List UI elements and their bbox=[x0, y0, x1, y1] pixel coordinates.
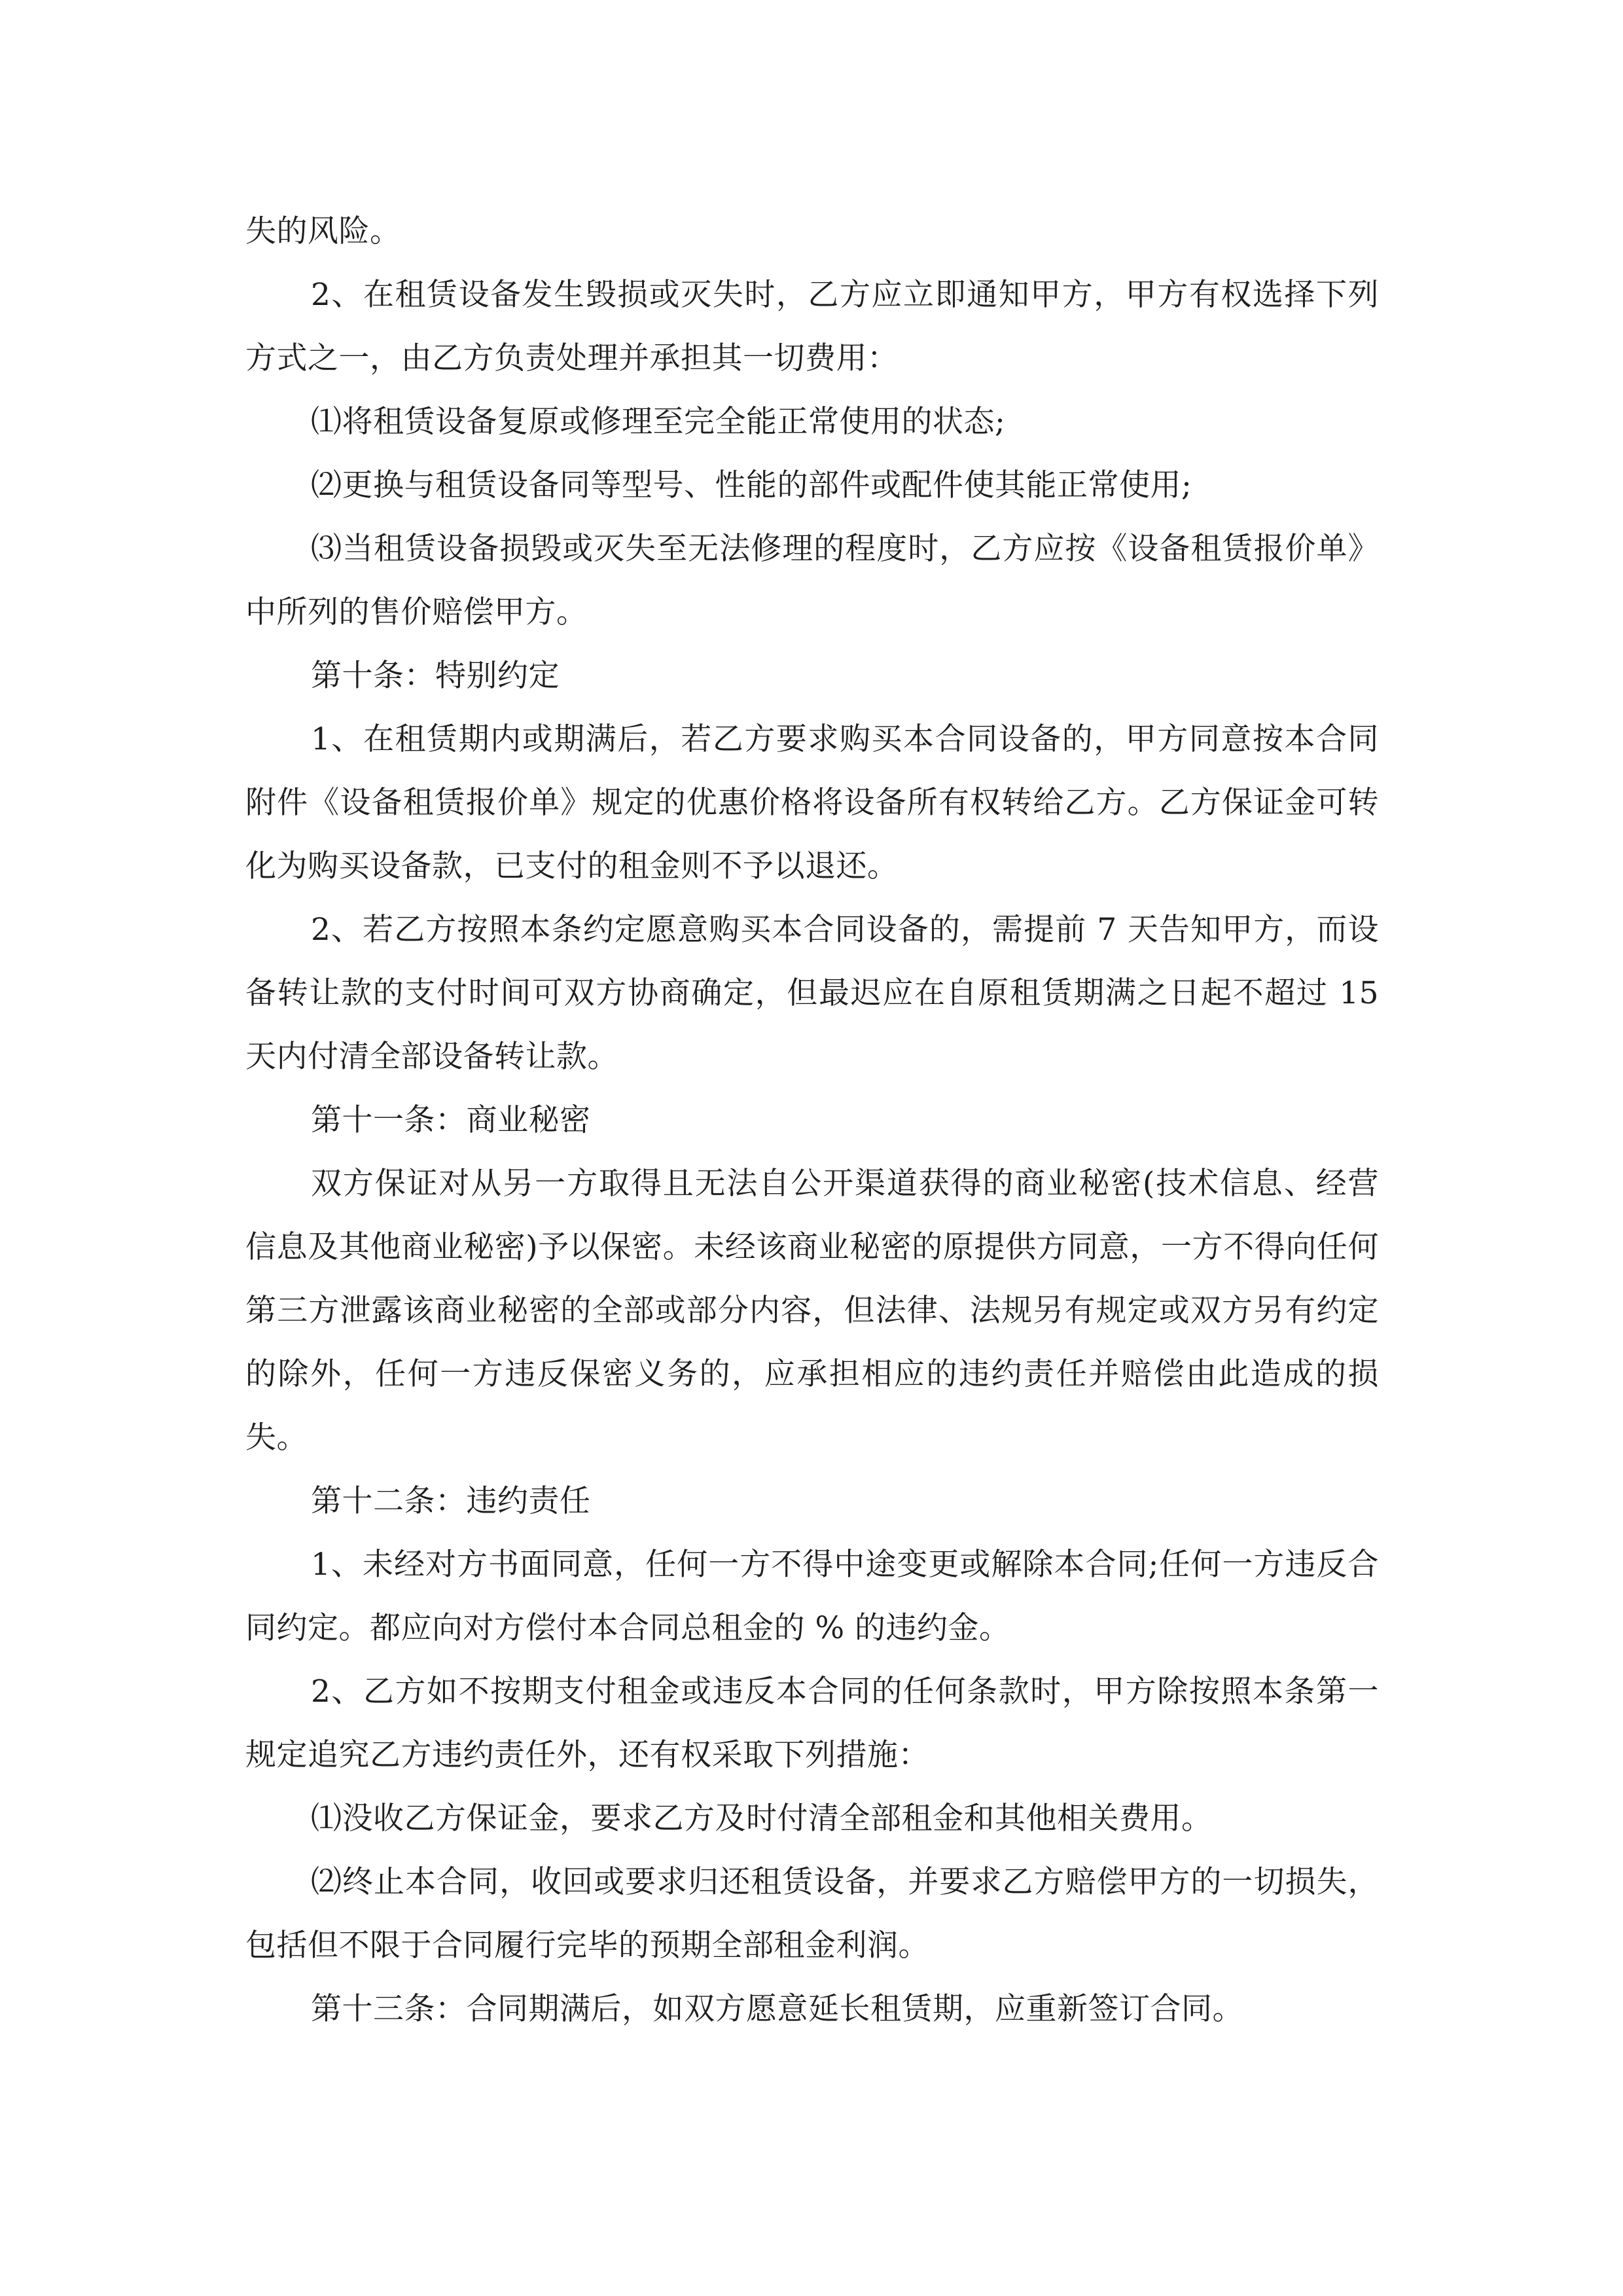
paragraph-article-10-clause-1: 1、在租赁期内或期满后，若乙方要求购买本合同设备的，甲方同意按本合同附件《设备租赁报价单》规定的优惠价格将设备所有权转给乙方。乙方保证金可转化为购买设备款，已支付的租金则不予以退还。 bbox=[245, 721, 1379, 884]
heading-article-12: 第十二条：违约责任 bbox=[311, 1483, 591, 1519]
paragraph-option-1: ⑴将租赁设备复原或修理至完全能正常使用的状态; bbox=[311, 404, 1006, 440]
paragraph-article-10-clause-2: 2、若乙方按照本条约定愿意购买本合同设备的，需提前 7 天告知甲方，而设备转让款的支付时间可双方协商确定，但最迟应在自原租赁期满之日起不超过 15 天内付清全部设备转让款。 bbox=[245, 912, 1379, 1075]
document-body bbox=[245, 200, 1379, 2041]
paragraph-article-12-clause-2: 2、乙方如不按期支付租金或违反本合同的任何条款时，甲方除按照本条第一规定追究乙方违约责任外，还有权采取下列措施： bbox=[245, 1674, 1379, 1773]
heading-article-10: 第十条：特别约定 bbox=[311, 658, 560, 694]
paragraph-option-2: ⑵更换与租赁设备同等型号、性能的部件或配件使其能正常使用; bbox=[311, 467, 1192, 503]
paragraph-option-3: ⑶当租赁设备损毁或灭失至无法修理的程度时，乙方应按《设备租赁报价单》中所列的售价赔偿甲方。 bbox=[245, 531, 1379, 630]
paragraph-damage-notice: 2、在租赁设备发生毁损或灭失时，乙方应立即通知甲方，甲方有权选择下列方式之一，由乙方负责处理并承担其一切费用： bbox=[245, 277, 1379, 376]
paragraph-measure-1: ⑴没收乙方保证金，要求乙方及时付清全部租金和其他相关费用。 bbox=[311, 1801, 1213, 1837]
paragraph-article-13: 第十三条：合同期满后，如双方愿意延长租赁期，应重新签订合同。 bbox=[311, 1991, 1243, 2027]
paragraph-article-12-clause-1: 1、未经对方书面同意，任何一方不得中途变更或解除本合同;任何一方违反合同约定。都应向对方偿付本合同总租金的 % 的违约金。 bbox=[245, 1547, 1379, 1646]
heading-article-11: 第十一条：商业秘密 bbox=[311, 1102, 591, 1138]
paragraph-article-11-body: 双方保证对从另一方取得且无法自公开渠道获得的商业秘密(技术信息、经营信息及其他商业秘密)予以保密。未经该商业秘密的原提供方同意，一方不得向任何第三方泄露该商业秘密的全部或部分内容，但法律、法规另有规定或双方另有约定的除外，任何一方违反保密义务的，应承担相应的违约责任并赔偿由此造成的损失。 bbox=[245, 1166, 1379, 1456]
paragraph-continuation: 失的风险。 bbox=[245, 213, 401, 249]
paragraph-measure-2: ⑵终止本合同，收回或要求归还租赁设备，并要求乙方赔偿甲方的一切损失，包括但不限于合同履行完毕的预期全部租金利润。 bbox=[245, 1864, 1379, 1964]
